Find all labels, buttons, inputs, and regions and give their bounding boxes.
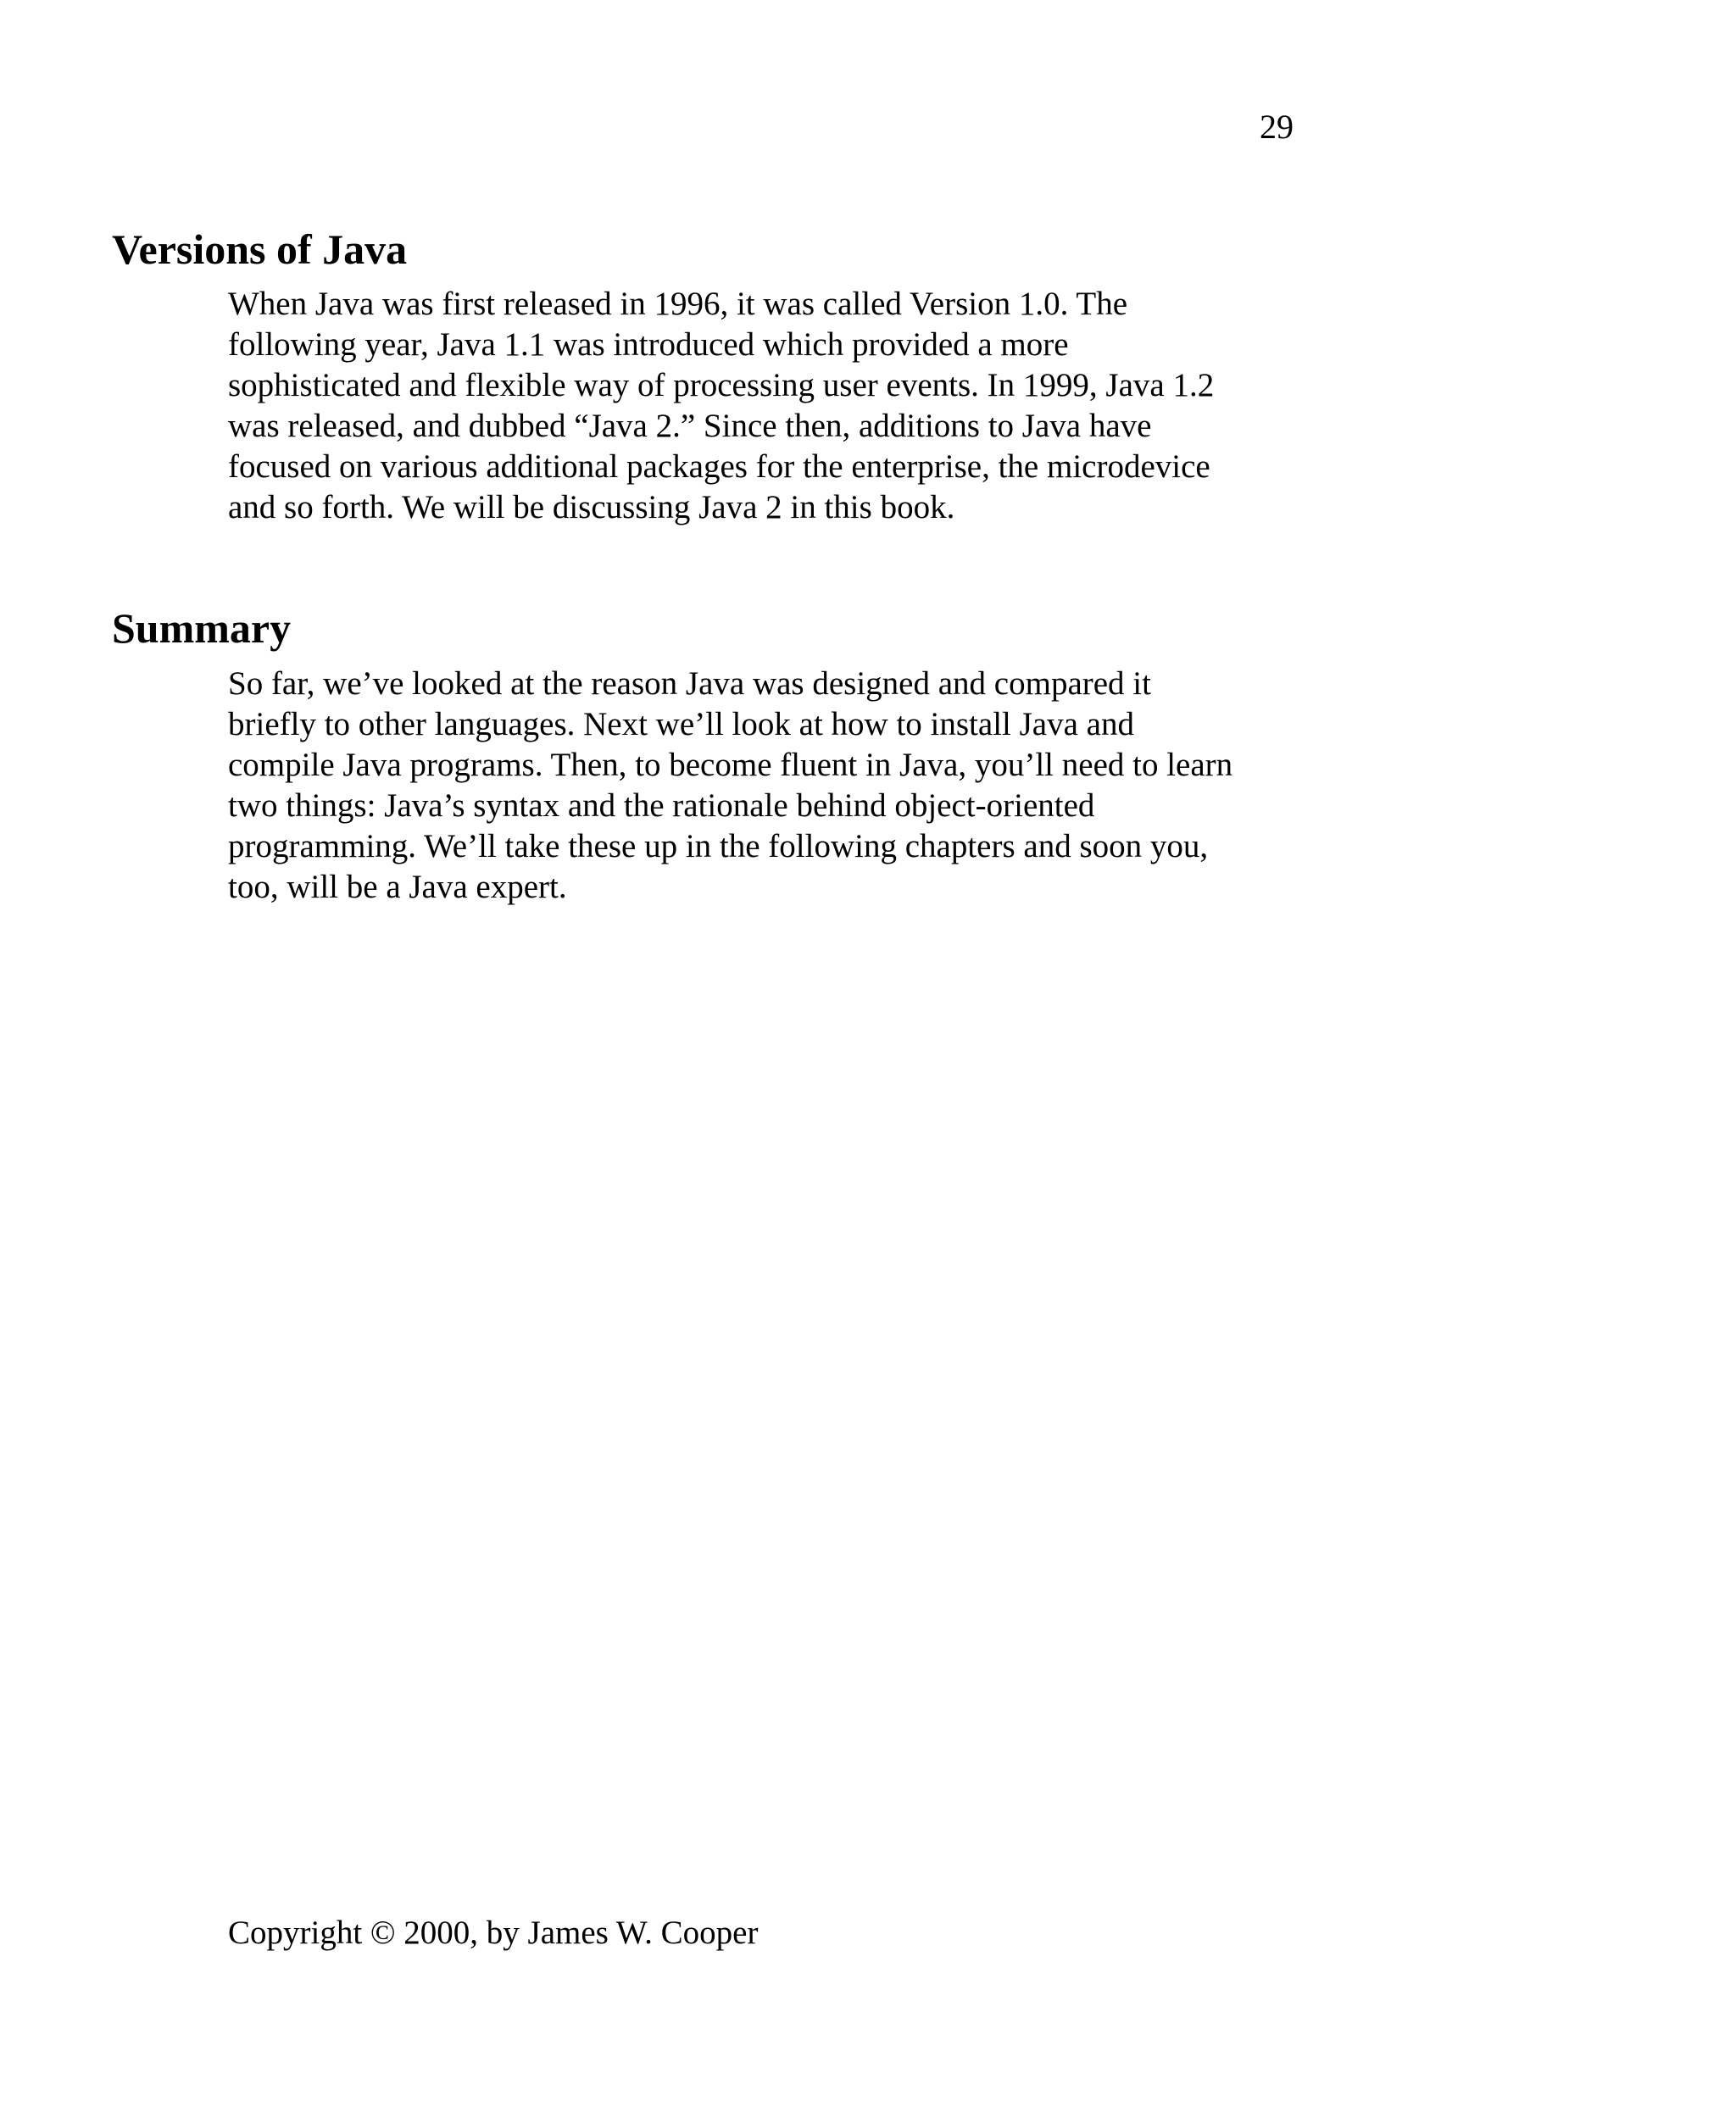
paragraph-line: briefly to other languages. Next we’ll look at how to install Java and (228, 706, 1134, 742)
paragraph-line: too, will be a Java expert. (228, 869, 567, 905)
paragraph-line: sophisticated and flexible way of processing user events. In 1999, Java 1.2 (228, 367, 1215, 403)
paragraph-line: and so forth. We will be discussing Java 2 in this book. (228, 489, 955, 525)
section-paragraph-versions-of-java (228, 284, 1347, 528)
paragraph-line: When Java was first released in 1996, it was called Version 1.0. The (228, 286, 1128, 322)
section-paragraph-summary (228, 664, 1347, 908)
copyright-footer: Copyright © 2000, by James W. Cooper (228, 1915, 759, 1951)
paragraph-line: two things: Java’s syntax and the rationale behind object-oriented (228, 787, 1095, 824)
page-number: 29 (1260, 108, 1294, 146)
paragraph-line: So far, we’ve looked at the reason Java was designed and compared it (228, 665, 1151, 702)
section-heading-versions-of-java: Versions of Java (112, 225, 408, 273)
paragraph-line: following year, Java 1.1 was introduced which provided a more (228, 326, 1069, 363)
paragraph-line: programming. We’ll take these up in the following chapters and soon you, (228, 828, 1209, 864)
paragraph-line: focused on various additional packages for the enterprise, the microdevice (228, 448, 1210, 485)
section-heading-summary: Summary (112, 604, 292, 652)
paragraph-line: compile Java programs. Then, to become fluent in Java, you’ll need to learn (228, 747, 1233, 783)
paragraph-line: was released, and dubbed “Java 2.” Since then, additions to Java have (228, 408, 1152, 444)
